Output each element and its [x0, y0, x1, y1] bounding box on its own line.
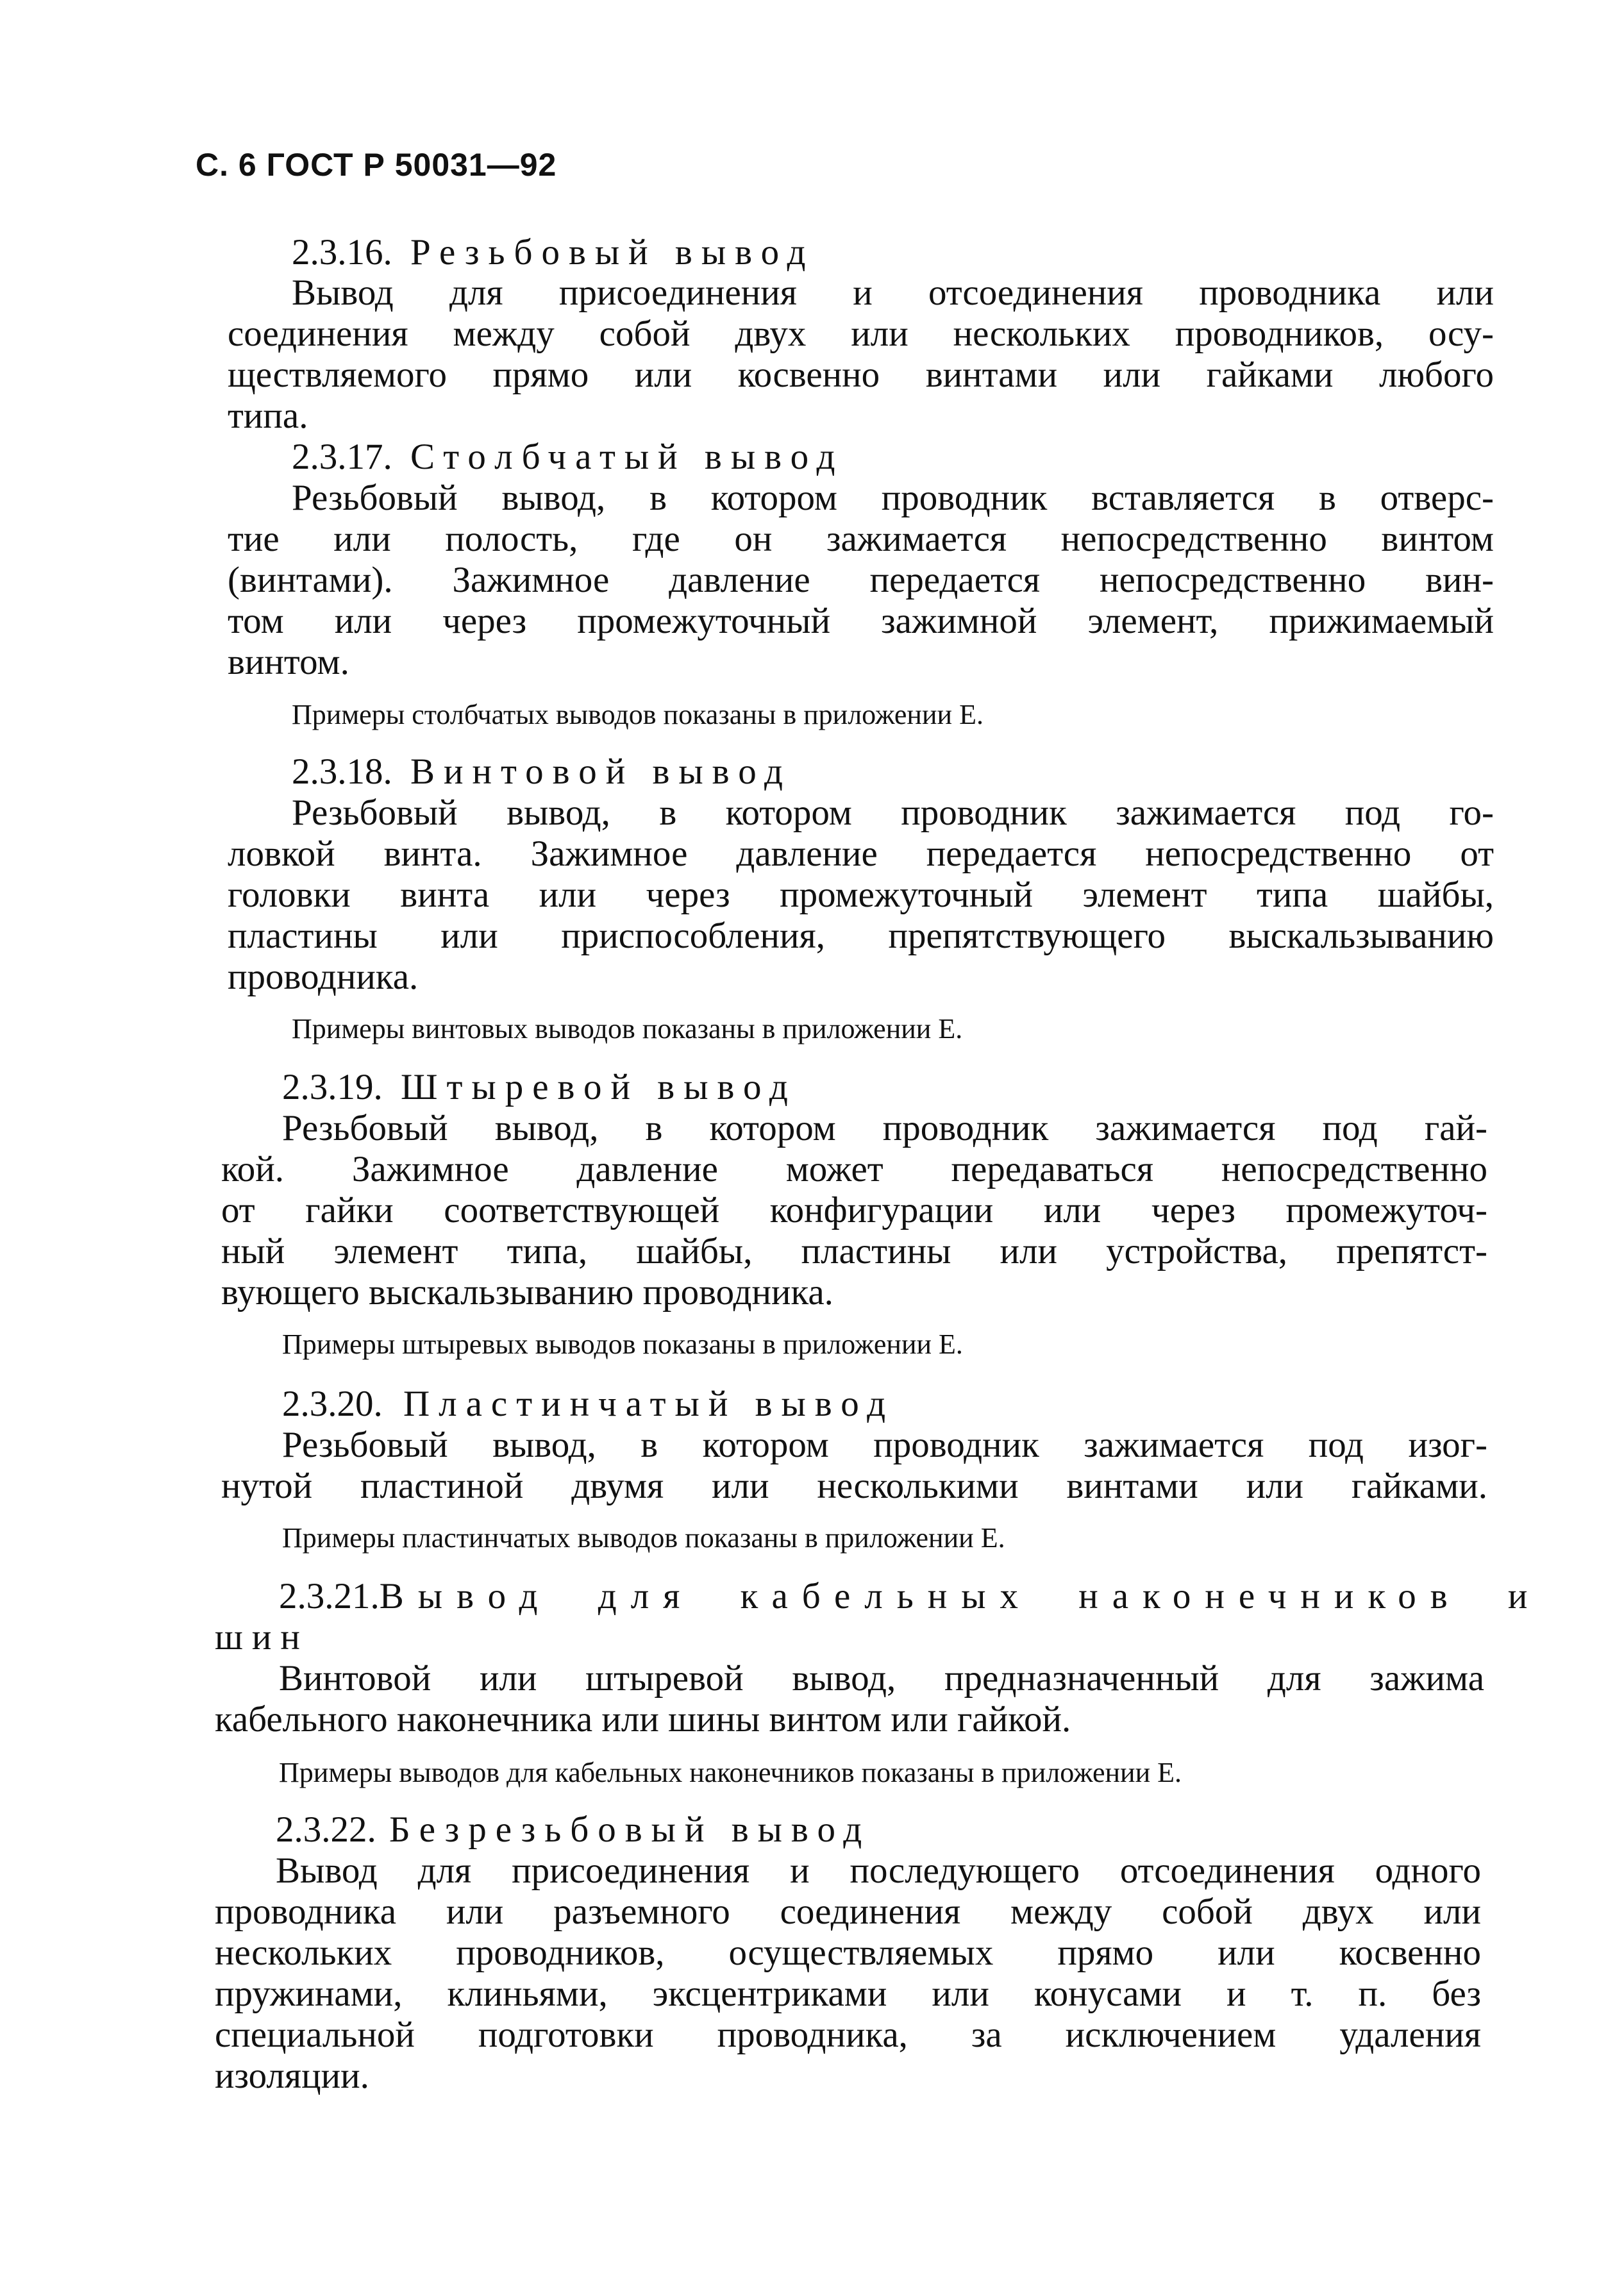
body-line: от гайки соответствующей конфигурации или через промежуточ- — [221, 1190, 1487, 1230]
body-line: Вывод для присоединения и отсоединения проводника или — [292, 273, 1494, 313]
section-number: 2.3.20. — [282, 1384, 383, 1424]
section-note: Примеры пластинчатых выводов показаны в приложении Е. — [282, 1522, 1005, 1554]
section-title: Винтовой вывод — [410, 751, 792, 792]
body-line: специальной подготовки проводника, за исключением удаления — [215, 2015, 1481, 2055]
section-number: 2.3.17. — [292, 437, 392, 477]
body-line: Резьбовый вывод, в котором проводник зажимается под го- — [292, 793, 1494, 833]
body-line: (винтами). Зажимное давление передается непосредственно вин- — [228, 560, 1494, 600]
body-line: Резьбовый вывод, в котором проводник вставляется в отверс- — [292, 478, 1494, 518]
section-number: 2.3.21. — [279, 1576, 380, 1616]
section-heading — [292, 232, 815, 273]
section-title: Столбчатый вывод — [410, 437, 844, 477]
section-title: Штыревой вывод — [401, 1067, 797, 1107]
body-line: проводника. — [228, 957, 419, 997]
section-title: Вывод для кабельных наконечников и — [379, 1576, 1542, 1616]
section-title: Безрезьбовый вывод — [389, 1809, 871, 1850]
body-line: кабельного наконечника или шины винтом или гайкой. — [215, 1699, 1071, 1740]
section-note: Примеры выводов для кабельных наконечников показаны в приложении Е. — [279, 1757, 1182, 1788]
body-line: ный элемент типа, шайбы, пластины или устройства, препятст- — [221, 1231, 1487, 1271]
body-line: том или через промежуточный зажимной элемент, прижимаемый — [228, 601, 1494, 641]
body-line: нескольких проводников, осуществляемых прямо или косвенно — [215, 1933, 1481, 1973]
section-title-continuation: шин — [215, 1617, 309, 1657]
body-line: Резьбовый вывод, в котором проводник зажимается под изог- — [282, 1425, 1487, 1465]
section-title: Пластинчатый вывод — [403, 1384, 895, 1424]
body-line: Резьбовый вывод, в котором проводник зажимается под гай- — [282, 1108, 1487, 1148]
section-heading — [279, 1576, 1542, 1617]
section-heading — [292, 751, 792, 793]
section-note: Примеры винтовых выводов показаны в приложении Е. — [292, 1013, 963, 1044]
body-line: проводника или разъемного соединения между собой двух или — [215, 1891, 1481, 1932]
page-header: С. 6 ГОСТ Р 50031—92 — [196, 147, 557, 183]
body-line: головки винта или через промежуточный элемент типа шайбы, — [228, 875, 1494, 915]
section-heading — [276, 1809, 871, 1850]
body-line: Вывод для присоединения и последующего отсоединения одного — [276, 1850, 1481, 1891]
body-line: пластины или приспособления, препятствующего выскальзыванию — [228, 916, 1494, 956]
section-heading — [292, 437, 844, 478]
section-heading — [282, 1384, 894, 1425]
body-line: пружинами, клиньями, эксцентриками или конусами и т. п. без — [215, 1974, 1481, 2014]
body-line: типа. — [228, 396, 308, 436]
section-number: 2.3.18. — [292, 751, 392, 792]
body-line: нутой пластиной двумя или несколькими винтами или гайками. — [221, 1466, 1487, 1506]
section-title: Резьбовый вывод — [410, 232, 815, 273]
body-line: соединения между собой двух или нескольких проводников, осу- — [228, 314, 1494, 354]
body-line: вующего выскальзыванию проводника. — [221, 1272, 833, 1313]
body-line: Винтовой или штыревой вывод, предназначенный для зажима — [279, 1658, 1484, 1698]
body-line: ществляемого прямо или косвенно винтами или гайками любого — [228, 355, 1494, 395]
body-line: тие или полость, где он зажимается непосредственно винтом — [228, 519, 1494, 559]
body-line: ловкой винта. Зажимное давление передается непосредственно от — [228, 834, 1494, 874]
section-heading — [282, 1067, 797, 1108]
body-line: изоляции. — [215, 2056, 369, 2096]
body-line: винтом. — [228, 642, 349, 682]
section-note: Примеры штыревых выводов показаны в приложении Е. — [282, 1329, 963, 1360]
section-number: 2.3.22. — [276, 1809, 376, 1850]
section-note: Примеры столбчатых выводов показаны в приложении Е. — [292, 699, 984, 730]
body-line: кой. Зажимное давление может передаваться непосредственно — [221, 1149, 1487, 1189]
section-number: 2.3.19. — [282, 1067, 383, 1107]
section-number: 2.3.16. — [292, 232, 392, 273]
